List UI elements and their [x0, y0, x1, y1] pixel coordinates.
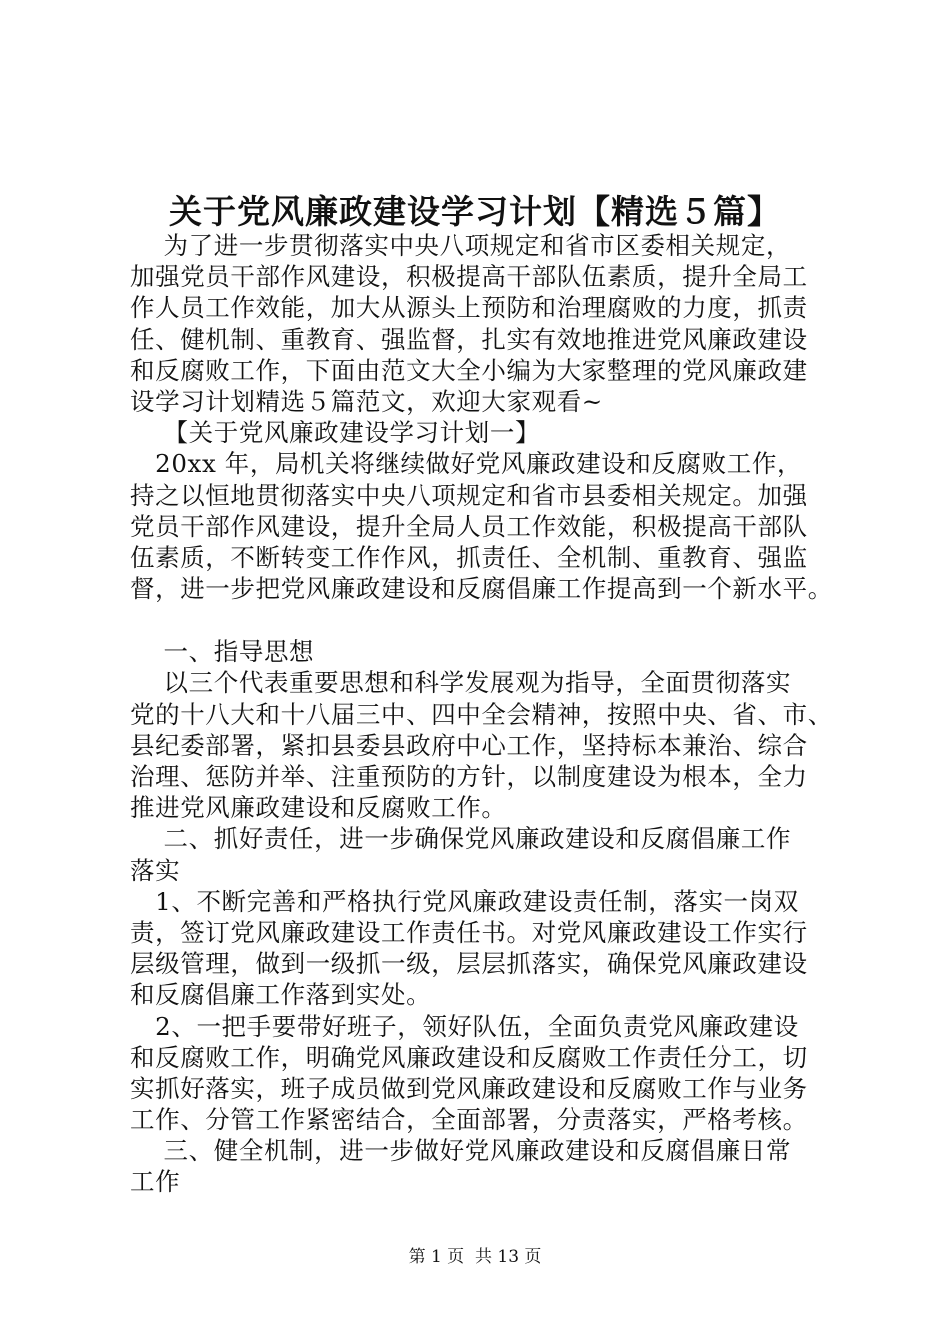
text-line: 县纪委部署，紧扣县委县政府中心工作，坚持标本兼治、综合 — [130, 730, 808, 760]
document-title: 关于党风廉政建设学习计划【精选５篇】 — [169, 192, 781, 231]
text-line: 一、指导思想 — [130, 637, 315, 667]
text-line: 责，签订党风廉政建设工作责任书。对党风廉政建设工作实行 — [130, 917, 808, 947]
text-line: 20xx 年，局机关将继续做好党风廉政建设和反腐败工作， — [130, 449, 803, 479]
text-line: 1、不断完善和严格执行党风廉政建设责任制，落实一岗双 — [130, 886, 799, 916]
text-line: 督，进一步把党风廉政建设和反腐倡廉工作提高到一个新水平。 — [130, 574, 833, 604]
text-line: 和反腐倡廉工作落到实处。 — [130, 980, 432, 1010]
page-footer: 第 1 页 共 13 页 — [408, 1247, 542, 1267]
text-line: 实抓好落实，班子成员做到党风廉政建设和反腐败工作与业务 — [130, 1073, 808, 1103]
text-line: 党员干部作风建设，提升全局人员工作效能，积极提高干部队 — [130, 511, 808, 541]
text-line: 任、健机制、重教育、强监督，扎实有效地推进党风廉政建设 — [130, 324, 808, 354]
text-line: 党的十八大和十八届三中、四中全会精神，按照中央、省、市、 — [130, 699, 833, 729]
text-line: 以三个代表重要思想和科学发展观为指导，全面贯彻落实 — [130, 668, 792, 698]
text-line: 持之以恒地贯彻落实中央八项规定和省市县委相关规定。加强 — [130, 480, 808, 510]
text-line: 治理、惩防并举、注重预防的方针，以制度建设为根本，全力 — [130, 762, 808, 791]
text-line: 作人员工作效能，加大从源头上预防和治理腐败的力度，抓责 — [130, 293, 808, 323]
text-line: 和反腐败工作，明确党风廉政建设和反腐败工作责任分工，切 — [130, 1042, 808, 1072]
text-line: 层级管理，做到一级抓一级，层层抓落实，确保党风廉政建设 — [130, 949, 808, 979]
text-line: 工作、分管工作紧密结合，全面部署，分责落实，严格考核。 — [130, 1105, 808, 1135]
text-line: 和反腐败工作，下面由范文大全小编为大家整理的党风廉政建 — [130, 355, 808, 385]
text-line: 落实 — [130, 855, 181, 885]
text-line: 工作 — [130, 1167, 181, 1197]
text-line: 为了进一步贯彻落实中央八项规定和省市区委相关规定， — [130, 231, 792, 260]
text-line: 【关于党风廉政建设学习计划一】 — [130, 418, 541, 448]
text-line: 2、一把手要带好班子，领好队伍，全面负责党风廉政建设 — [130, 1011, 799, 1041]
text-line: 三、健全机制，进一步做好党风廉政建设和反腐倡廉日常 — [130, 1136, 792, 1166]
text-line: 二、抓好责任，进一步确保党风廉政建设和反腐倡廉工作 — [130, 824, 792, 854]
text-line: 伍素质，不断转变工作作风，抓责任、全机制、重教育、强监 — [130, 542, 808, 572]
document-body — [130, 230, 850, 1198]
text-line: 设学习计划精选５篇范文，欢迎大家观看~ — [130, 386, 603, 416]
paragraph-gap — [130, 604, 850, 636]
text-line: 加强党员干部作风建设，积极提高干部队伍素质，提升全局工 — [130, 262, 808, 292]
text-line: 推进党风廉政建设和反腐败工作。 — [130, 793, 507, 823]
